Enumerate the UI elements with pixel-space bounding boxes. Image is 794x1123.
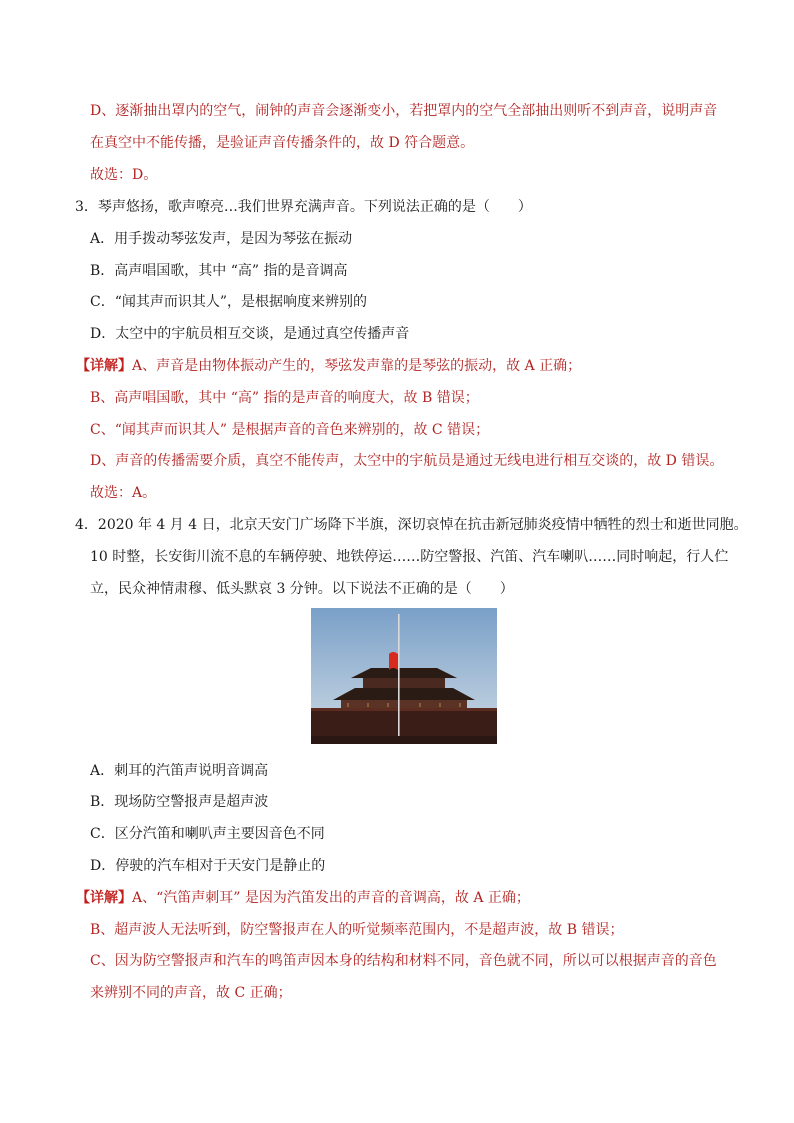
q4-detail-b: B、超声波人无法听到，防空警报声在人的听觉频率范围内，不是超声波，故 B 错误； — [90, 922, 624, 938]
q4-detail-tag: 【详解】 — [76, 890, 132, 906]
q4-option-a: A．刺耳的汽笛声说明音调高 — [90, 763, 269, 779]
q3-detail-d: D、声音的传播需要介质，真空不能传声，太空中的宇航员是通过无线电进行相互交谈的，故 D 错误。 — [90, 453, 724, 469]
q4-detail-c-line-2: 来辨别不同的声音，故 C 正确； — [90, 985, 292, 1001]
q4-option-b: B．现场防空警报声是超声波 — [90, 794, 269, 810]
q3-option-a: A．用手拨动琴弦发声，是因为琴弦在振动 — [90, 231, 353, 247]
q4-stem-line-3: 立，民众神情肃穆、低头默哀 3 分钟。以下说法不正确的是（ ） — [90, 581, 514, 597]
q4-stem-line-1: 4．2020 年 4 月 4 日，北京天安门广场降下半旗，深切哀悼在抗击新冠肺炎疫情中牺牲的烈士和逝世同胞。 — [75, 517, 748, 533]
q2-detail-line-1: D、逐渐抽出罩内的空气，闹钟的声音会逐渐变小，若把罩内的空气全部抽出则听不到声音，说明声音 — [90, 103, 718, 119]
q3-option-d: D．太空中的宇航员相互交谈，是通过真空传播声音 — [90, 326, 410, 342]
q3-detail-line-1 — [76, 356, 581, 376]
q4-option-c: C．区分汽笛和喇叭声主要因音色不同 — [90, 826, 325, 842]
q3-detail-c: C、“闻其声而识其人” 是根据声音的音色来辨别的，故 C 错误； — [90, 422, 490, 438]
q4-detail-c-line-1: C、因为防空警报声和汽车的鸣笛声因本身的结构和材料不同，音色就不同，所以可以根据声音的音色 — [90, 953, 717, 969]
q3-answer: 故选：A。 — [90, 485, 157, 501]
q3-detail-b: B、高声唱国歌，其中 “高” 指的是声音的响度大，故 B 错误； — [90, 390, 479, 406]
q2-detail-line-2: 在真空中不能传播，是验证声音传播条件的，故 D 符合题意。 — [90, 135, 475, 151]
tiananmen-photo — [311, 608, 497, 744]
q3-stem: 3．琴声悠扬，歌声嘹亮…我们世界充满声音。下列说法正确的是（ ） — [75, 199, 532, 215]
q3-detail-a: A、声音是由物体振动产生的，琴弦发声靠的是琴弦的振动，故 A 正确； — [132, 358, 582, 374]
q3-detail-tag: 【详解】 — [76, 358, 132, 374]
q2-answer: 故选：D。 — [90, 167, 158, 183]
q4-detail-a: A、“汽笛声刺耳” 是因为汽笛发出的声音的音调高，故 A 正确； — [132, 890, 530, 906]
q4-stem-line-2: 10 时整，长安街川流不息的车辆停驶、地铁停运……防空警报、汽笛、汽车喇叭……同时响起，行人伫 — [90, 549, 729, 565]
q3-option-c: C．“闻其声而识其人”，是根据响度来辨别的 — [90, 294, 368, 310]
q4-option-d: D．停驶的汽车相对于天安门是静止的 — [90, 858, 326, 874]
q4-detail-line-1 — [76, 888, 530, 908]
q3-option-b: B．高声唱国歌，其中 “高” 指的是音调高 — [90, 263, 348, 279]
